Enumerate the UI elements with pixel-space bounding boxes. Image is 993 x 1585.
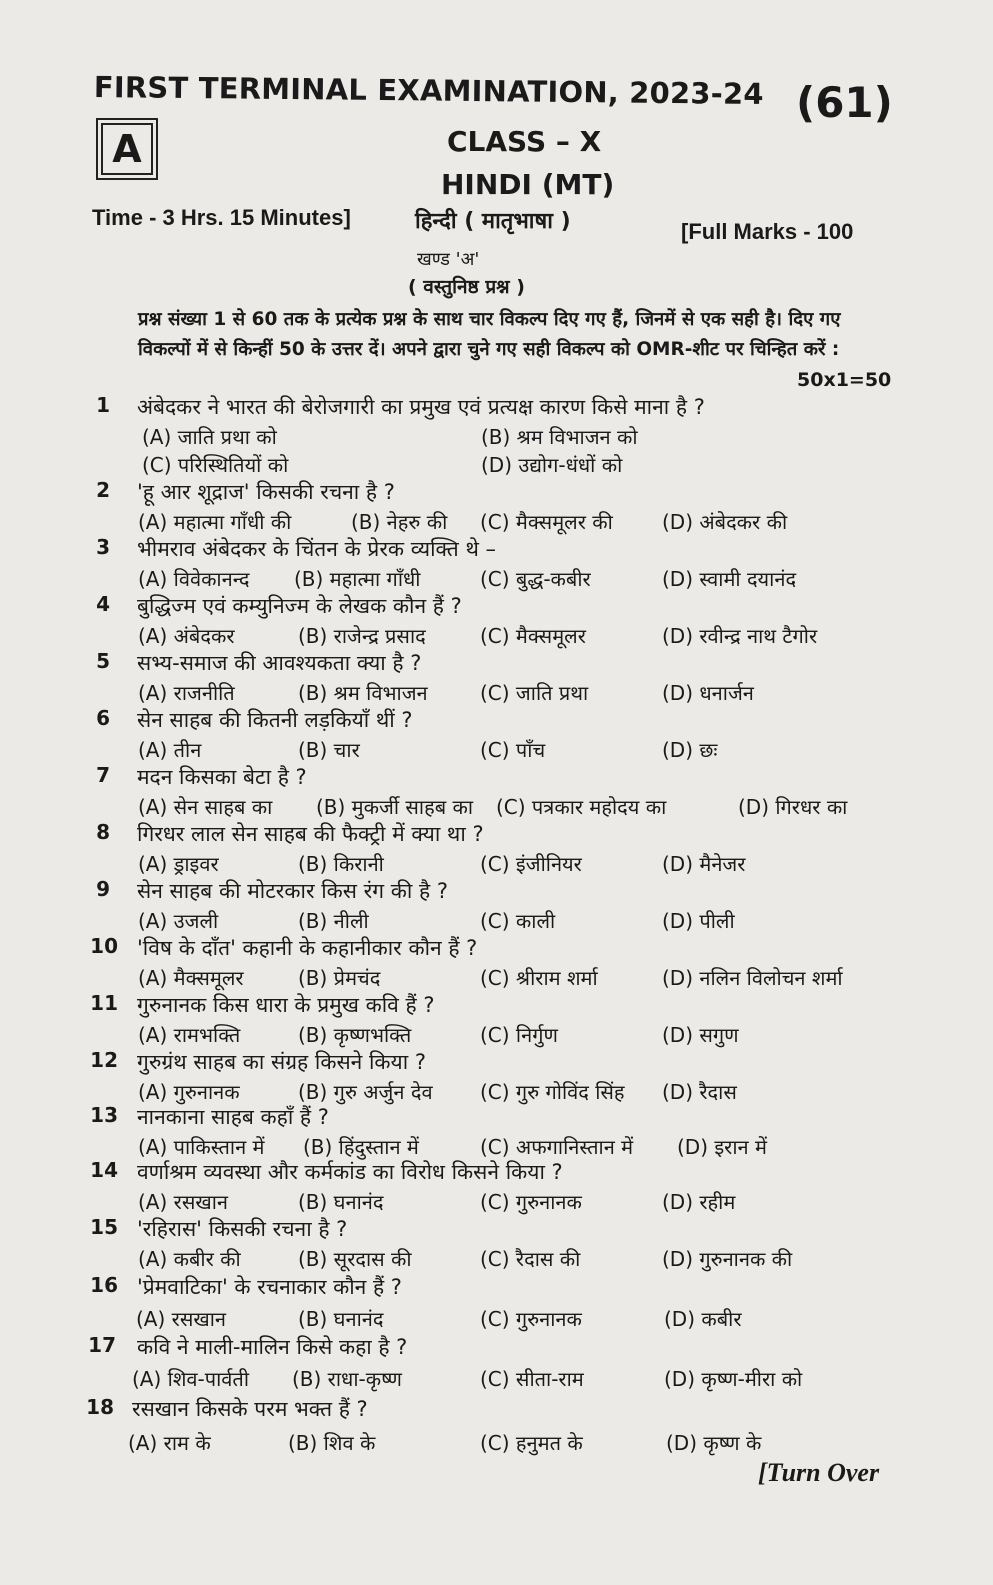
option-b: (B) मुकर्जी साहब का [316,795,474,819]
question-number: 8 [96,820,110,844]
question-text: मदन किसका बेटा है ? [137,765,307,789]
question-number: 18 [86,1395,114,1419]
hindi-subject-title: हिन्दी ( मातृभाषा ) [415,209,571,234]
option-b: (B) घनानंद [298,1190,384,1214]
question-number: 16 [90,1273,118,1297]
option-c: (C) श्रीराम शर्मा [480,966,598,990]
option-a: (A) राजनीति [138,681,235,705]
option-a: (A) महात्मा गाँधी की [138,510,292,534]
class-label: CLASS – X [447,125,602,158]
option-a: (A) रसखान [136,1307,226,1331]
option-c: (C) रैदास की [480,1247,581,1271]
option-b: (B) किरानी [298,852,384,876]
question-text: 'प्रेमवाटिका' के रचनाकार कौन हैं ? [137,1275,402,1299]
marks-scheme: 50x1=50 [797,369,892,391]
question-number: 1 [96,393,110,417]
option-a: (A) कबीर की [138,1247,241,1271]
option-d: (D) स्वामी दयानंद [662,567,797,591]
question-text: अंबेदकर ने भारत की बेरोजगारी का प्रमुख एवं प्रत्यक्ष कारण किसे माना है ? [137,395,705,419]
option-b: (B) नेहरु की [351,510,448,534]
option-d: (D) नलिन विलोचन शर्मा [662,966,843,990]
option-c: (C) जाति प्रथा [480,681,589,705]
option-d: (D) धनार्जन [662,681,754,705]
question-number: 9 [96,877,110,901]
question-number: 2 [96,478,110,502]
question-text: सेन साहब की कितनी लड़कियाँ थीं ? [137,708,413,732]
option-a: (A) अंबेदकर [138,624,235,648]
option-b: (B) सूरदास की [298,1247,412,1271]
option-a: (A) पाकिस्तान में [138,1135,265,1159]
option-b: (B) श्रम विभाजन को [481,425,638,449]
paper-code: (61) [796,78,893,127]
option-d: (D) पीली [662,909,735,933]
option-d: (D) सगुण [662,1023,739,1047]
option-d: (D) रवीन्द्र नाथ टैगोर [662,624,818,648]
option-a: (A) रामभक्ति [138,1023,241,1047]
option-d: (D) इरान में [677,1135,767,1159]
question-text: 'विष के दाँत' कहानी के कहानीकार कौन हैं ? [137,936,478,960]
option-a: (A) रसखान [138,1190,228,1214]
question-number: 10 [90,934,118,958]
option-a: (A) गुरुनानक [138,1080,240,1104]
question-text: 'रहिरास' किसकी रचना है ? [137,1217,348,1241]
option-b: (B) घनानंद [298,1307,384,1331]
option-c: (C) गुरुनानक [480,1307,582,1331]
option-d: (D) मैनेजर [662,852,746,876]
option-a: (A) मैक्समूलर [138,966,244,990]
question-text: गुरुनानक किस धारा के प्रमुख कवि हैं ? [137,993,435,1017]
instructions: प्रश्न संख्या 1 से 60 तक के प्रत्येक प्रश्न के साथ चार विकल्प दिए गए हैं, जिनमें से एक सही है। दिए गए विकल्पों में से किन्हीं 50 के उत्तर दें। अपने द्वारा चुने गए सही विकल्प को OMR-शीट पर चिन्हित करें : [138,309,841,360]
option-a: (A) उजली [138,909,219,933]
option-c: (C) गुरु गोविंद सिंह [480,1080,625,1104]
question-text: 'हू आर शूद्राज' किसकी रचना है ? [137,480,395,504]
option-c: (C) परिस्थितियों को [142,453,289,477]
option-b: (B) शिव के [288,1431,376,1455]
option-d: (D) कबीर [664,1307,742,1331]
option-c: (C) सीता-राम [480,1367,584,1391]
option-b: (B) नीली [298,909,369,933]
time-duration: Time - 3 Hrs. 15 Minutes] [92,205,351,230]
question-text: सभ्य-समाज की आवश्यकता क्या है ? [137,651,422,675]
question-number: 15 [90,1215,118,1239]
question-number: 7 [96,763,110,787]
option-d: (D) कृष्ण के [666,1431,762,1455]
question-number: 14 [90,1158,118,1182]
exam-title: FIRST TERMINAL EXAMINATION, 2023-24 [93,70,764,112]
option-d: (D) छः [662,738,718,762]
option-d: (D) रहीम [662,1190,736,1214]
turn-over-note: [Turn Over [758,1458,880,1487]
set-label-box: A [96,118,158,180]
question-number: 13 [90,1103,118,1127]
option-b: (B) राधा-कृष्ण [292,1367,403,1391]
option-c: (C) अफगानिस्तान में [480,1135,634,1159]
option-a: (A) ड्राइवर [138,852,219,876]
option-a: (A) शिव-पार्वती [132,1367,250,1391]
option-d: (D) कृष्ण-मीरा को [664,1367,803,1391]
option-c: (C) पत्रकार महोदय का [496,795,667,819]
option-b: (B) कृष्णभक्ति [298,1023,412,1047]
option-a: (A) राम के [128,1431,211,1455]
question-text: गुरुग्रंथ साहब का संग्रह किसने किया ? [137,1050,426,1074]
question-number: 4 [96,592,110,616]
option-b: (B) गुरु अर्जुन देव [298,1080,433,1104]
option-c: (C) मैक्समूलर की [480,510,613,534]
option-c: (C) इंजीनियर [480,852,582,876]
question-text: वर्णाश्रम व्यवस्था और कर्मकांड का विरोध किसने किया ? [137,1160,563,1184]
option-c: (C) बुद्ध-कबीर [480,567,591,591]
question-number: 5 [96,649,110,673]
question-text: गिरधर लाल सेन साहब की फैक्ट्री में क्या था ? [137,822,484,846]
question-text: सेन साहब की मोटरकार किस रंग की है ? [137,879,448,903]
option-b: (B) प्रेमचंद [298,966,381,990]
option-d: (D) गुरुनानक की [662,1247,793,1271]
option-c: (C) पाँच [480,738,546,762]
section-heading: खण्ड 'अ' [417,249,480,270]
option-d: (D) उद्योग-धंधों को [481,453,623,477]
question-number: 11 [90,991,118,1015]
option-a: (A) विवेकानन्द [138,567,250,591]
question-text: बुद्धिज्म एवं कम्युनिज्म के लेखक कौन हैं ? [137,594,462,618]
option-d: (D) गिरधर का [738,795,848,819]
option-a: (A) सेन साहब का [138,795,273,819]
question-number: 17 [88,1333,116,1357]
option-a: (A) जाति प्रथा को [142,425,277,449]
option-b: (B) हिंदुस्तान में [303,1135,419,1159]
option-c: (C) काली [480,909,556,933]
question-text: रसखान किसके परम भक्त हैं ? [132,1397,368,1421]
option-a: (A) तीन [138,738,202,762]
option-c: (C) मैक्समूलर [480,624,586,648]
subject-label: HINDI (MT) [441,168,615,201]
option-c: (C) गुरुनानक [480,1190,582,1214]
question-text: नानकाना साहब कहाँ हैं ? [137,1105,329,1129]
question-text: कवि ने माली-मालिन किसे कहा है ? [137,1335,408,1359]
option-b: (B) चार [298,738,360,762]
objective-heading: ( वस्तुनिष्ठ प्रश्न ) [408,276,525,298]
full-marks: [Full Marks - 100 [681,219,854,244]
option-c: (C) हनुमत के [480,1431,583,1455]
question-number: 12 [90,1048,118,1072]
question-number: 3 [96,535,110,559]
question-text: भीमराव अंबेदकर के चिंतन के प्रेरक व्यक्ति थे – [137,537,497,561]
option-d: (D) रैदास [662,1080,737,1104]
question-number: 6 [96,706,110,730]
option-d: (D) अंबेदकर की [662,510,788,534]
option-c: (C) निर्गुण [480,1023,558,1047]
option-b: (B) राजेन्द्र प्रसाद [298,624,426,648]
option-b: (B) श्रम विभाजन [298,681,428,705]
option-b: (B) महात्मा गाँधी [294,567,421,591]
